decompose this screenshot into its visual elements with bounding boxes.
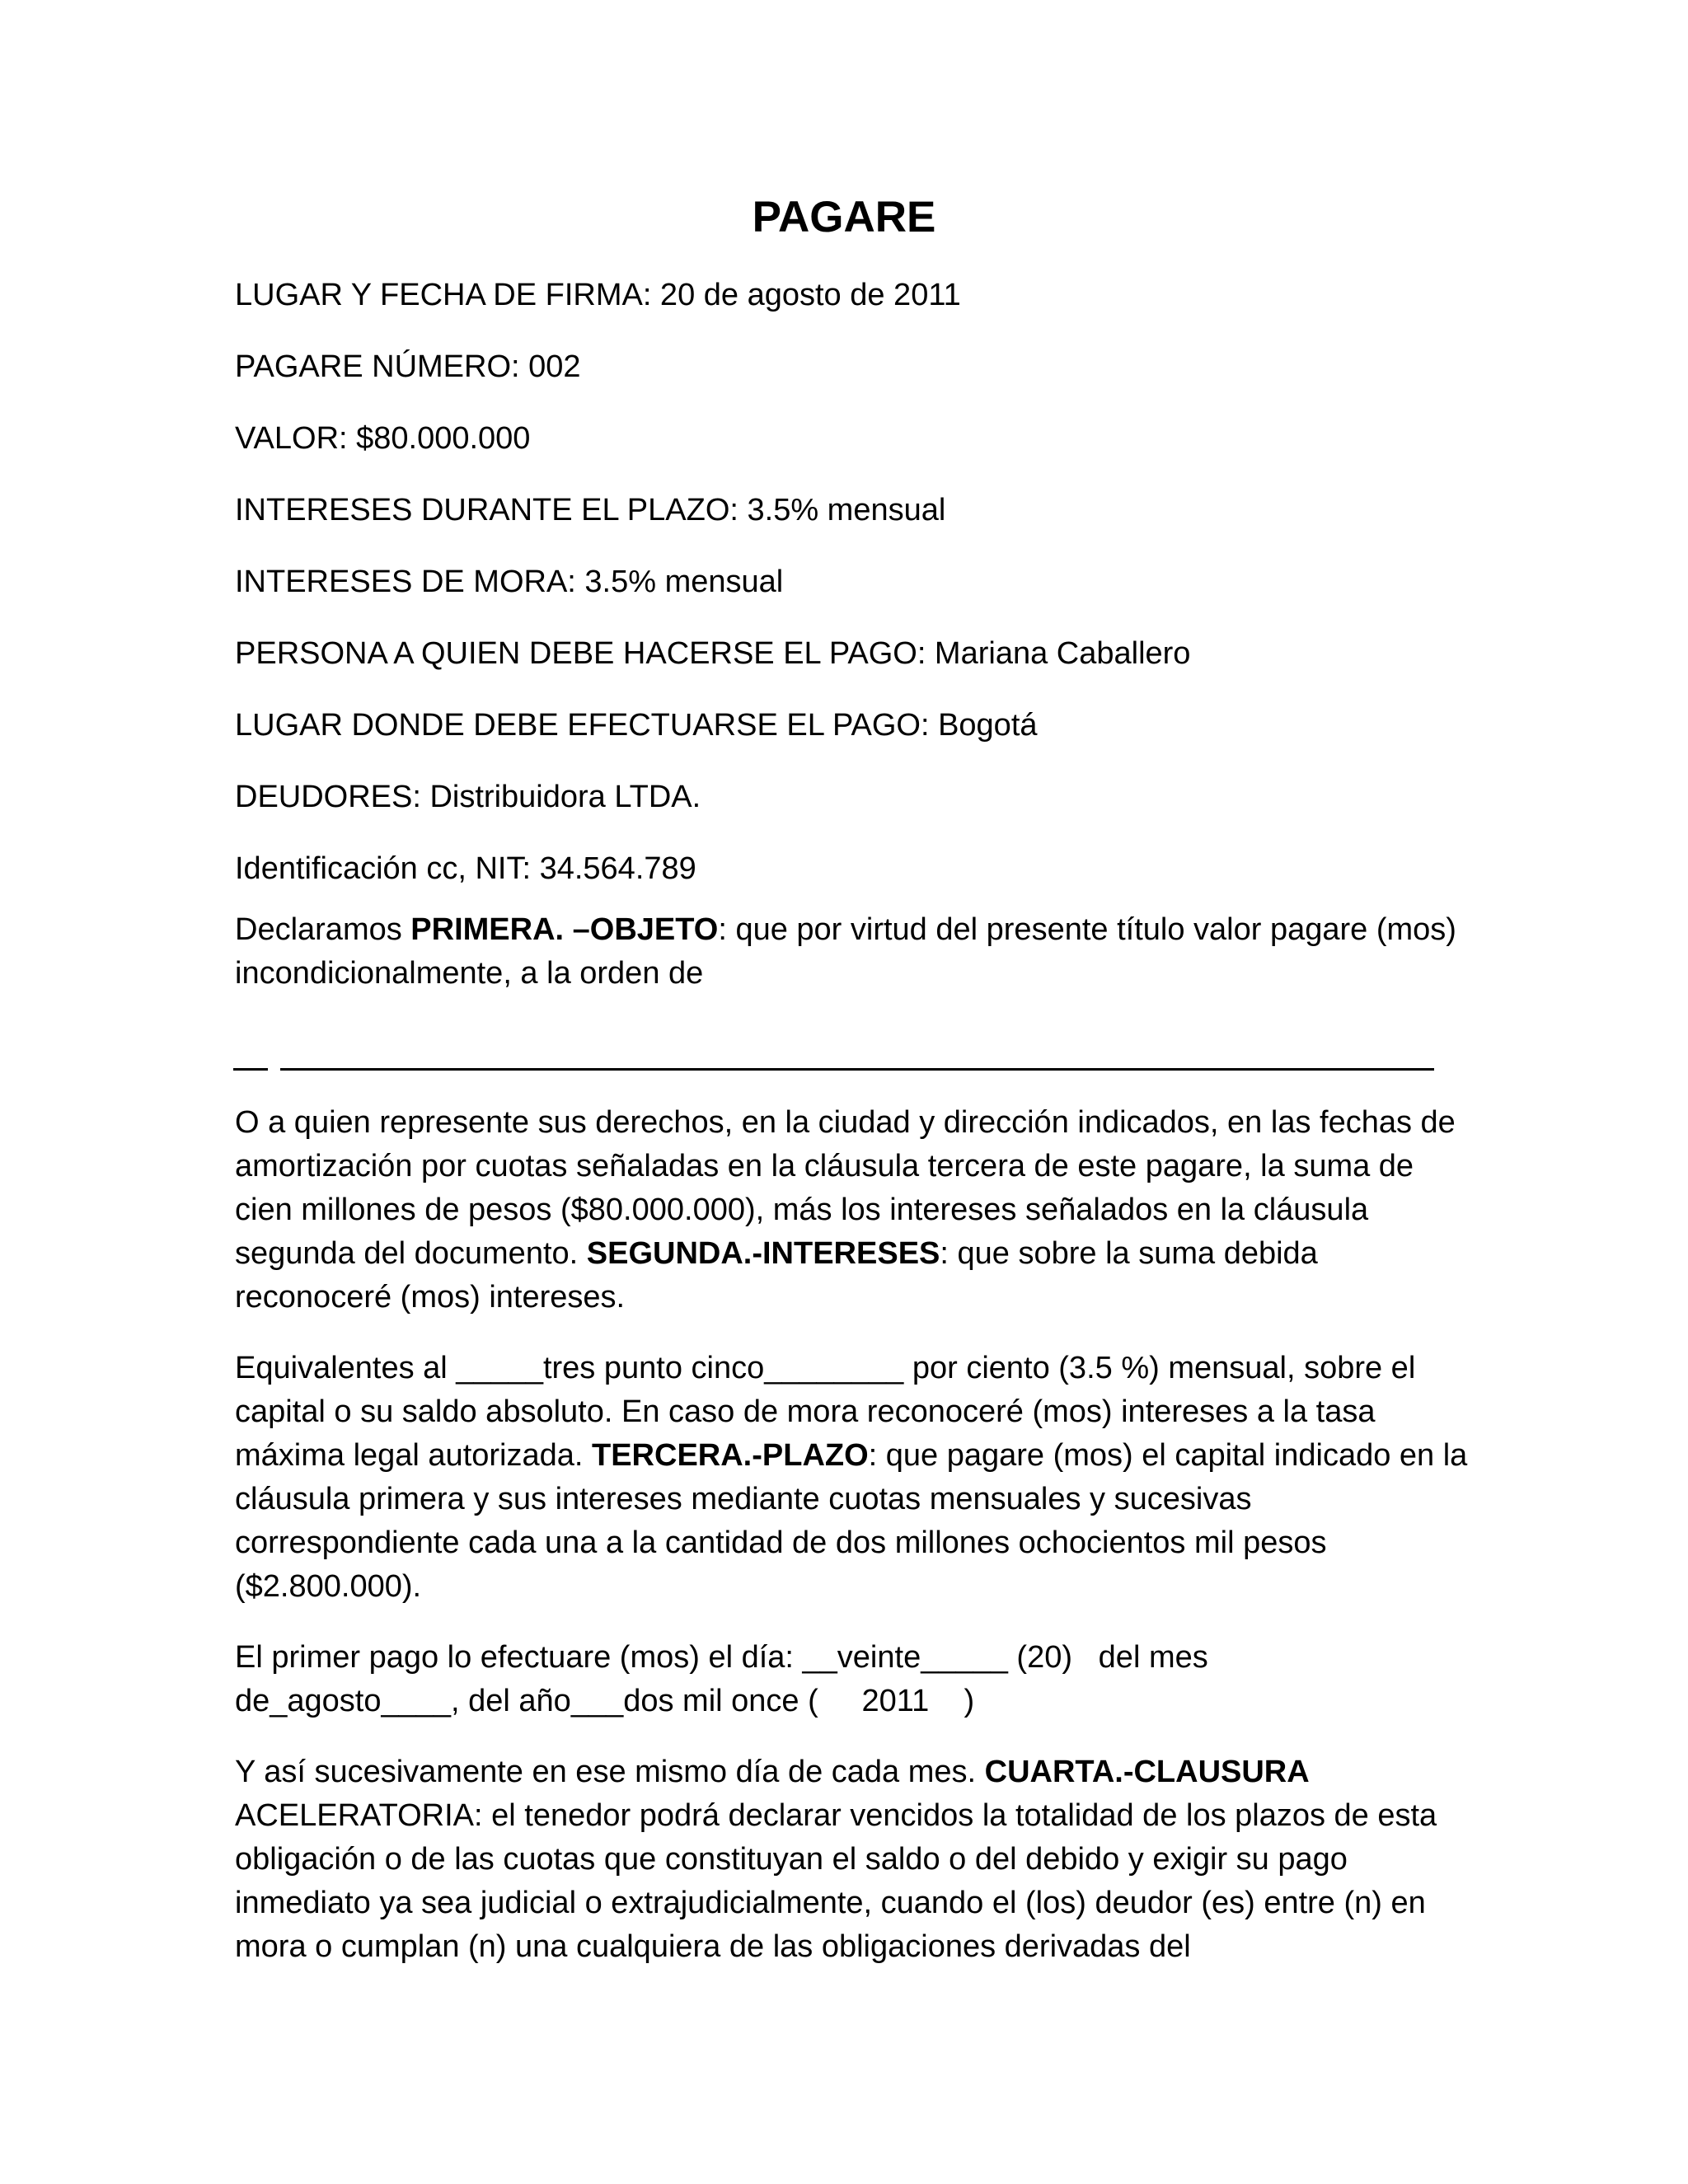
blank-line-short [233,1068,268,1071]
first-payment-line2: de_agosto____, del año___dos mil once ( 2011 ) [235,1684,975,1718]
field-interest-term: INTERESES DURANTE EL PLAZO: 3.5% mensual [235,493,946,527]
field-number: PAGARE NÚMERO: 002 [235,349,581,384]
paragraph-segunda-tail: : que sobre la suma debida reconoceré (mos) intereses. [235,1236,1318,1315]
paragraph-segunda [235,1101,1471,1319]
paragraph-cuarta-tail: ACELERATORIA: el tenedor podrá declarar vencidos la totalidad de los plazos de esta obligación o de las cuotas que constituyan el saldo o del debido y exigir su pago inmediato ya sea judicial o extrajudicialmente, cuando el (los) deudor (es) entre (n) en mora o cumplan (n) una cualquiera de las obligaciones derivadas del [235,1798,1437,1964]
paragraph-cuarta-text: Y así sucesivamente en ese mismo día de cada mes. [235,1755,985,1789]
field-payment-place: LUGAR DONDE DEBE EFECTUARSE EL PAGO: Bogotá [235,708,1038,743]
first-payment-line1: El primer pago lo efectuare (mos) el día: __veinte_____ (20) del mes [235,1640,1208,1675]
paragraph-first-payment [235,1636,1471,1723]
document-title: PAGARE [752,193,936,241]
blank-line-long [280,1068,1434,1071]
field-debtors: DEUDORES: Distribuidora LTDA. [235,780,701,814]
field-interest-late: INTERESES DE MORA: 3.5% mensual [235,565,784,599]
clause-tercera-heading: TERCERA.-PLAZO [592,1438,869,1473]
paragraph-tercera-text: Equivalentes al _____tres punto cinco________ por ciento (3.5 %) mensual, sobre el capital o su saldo absoluto. En caso de mora reconoceré (mos) intereses a la tasa máxima legal autorizada. [235,1351,1416,1473]
field-place-date: LUGAR Y FECHA DE FIRMA: 20 de agosto de 2011 [235,278,961,312]
paragraph-segunda-text: O a quien represente sus derechos, en la ciudad y dirección indicados, en las fechas de amortización por cuotas señaladas en la cláusula tercera de este pagare, la suma de cien millones de pesos ($80.000.000), más los intereses señalados en la cláusula segunda del documento. [235,1105,1456,1271]
paragraph-tercera [235,1347,1471,1609]
clause-primera-text: : que por virtud del presente título valor pagare (mos) incondicionalmente, a la orden de [235,912,1456,991]
field-value: VALOR: $80.000.000 [235,421,531,456]
field-identification: Identificación cc, NIT: 34.564.789 [235,851,696,886]
clause-segunda-heading: SEGUNDA.-INTERESES [586,1236,940,1271]
field-list [235,276,1465,921]
paragraph-tercera-tail: : que pagare (mos) el capital indicado en la cláusula primera y sus intereses mediante cuotas mensuales y sucesivas correspondiente cada una a la cantidad de dos millones ochocientos mil pesos ($2.800.000). [235,1438,1468,1604]
field-payee: PERSONA A QUIEN DEBE HACERSE EL PAGO: Mariana Caballero [235,636,1191,671]
clause-primera-heading: PRIMERA. –OBJETO [410,912,719,947]
clause-primera-intro: Declaramos [235,912,411,947]
clause-primera [235,908,1471,996]
clause-cuarta-heading: CUARTA.-CLAUSURA [984,1755,1310,1789]
paragraph-cuarta [235,1750,1471,1969]
